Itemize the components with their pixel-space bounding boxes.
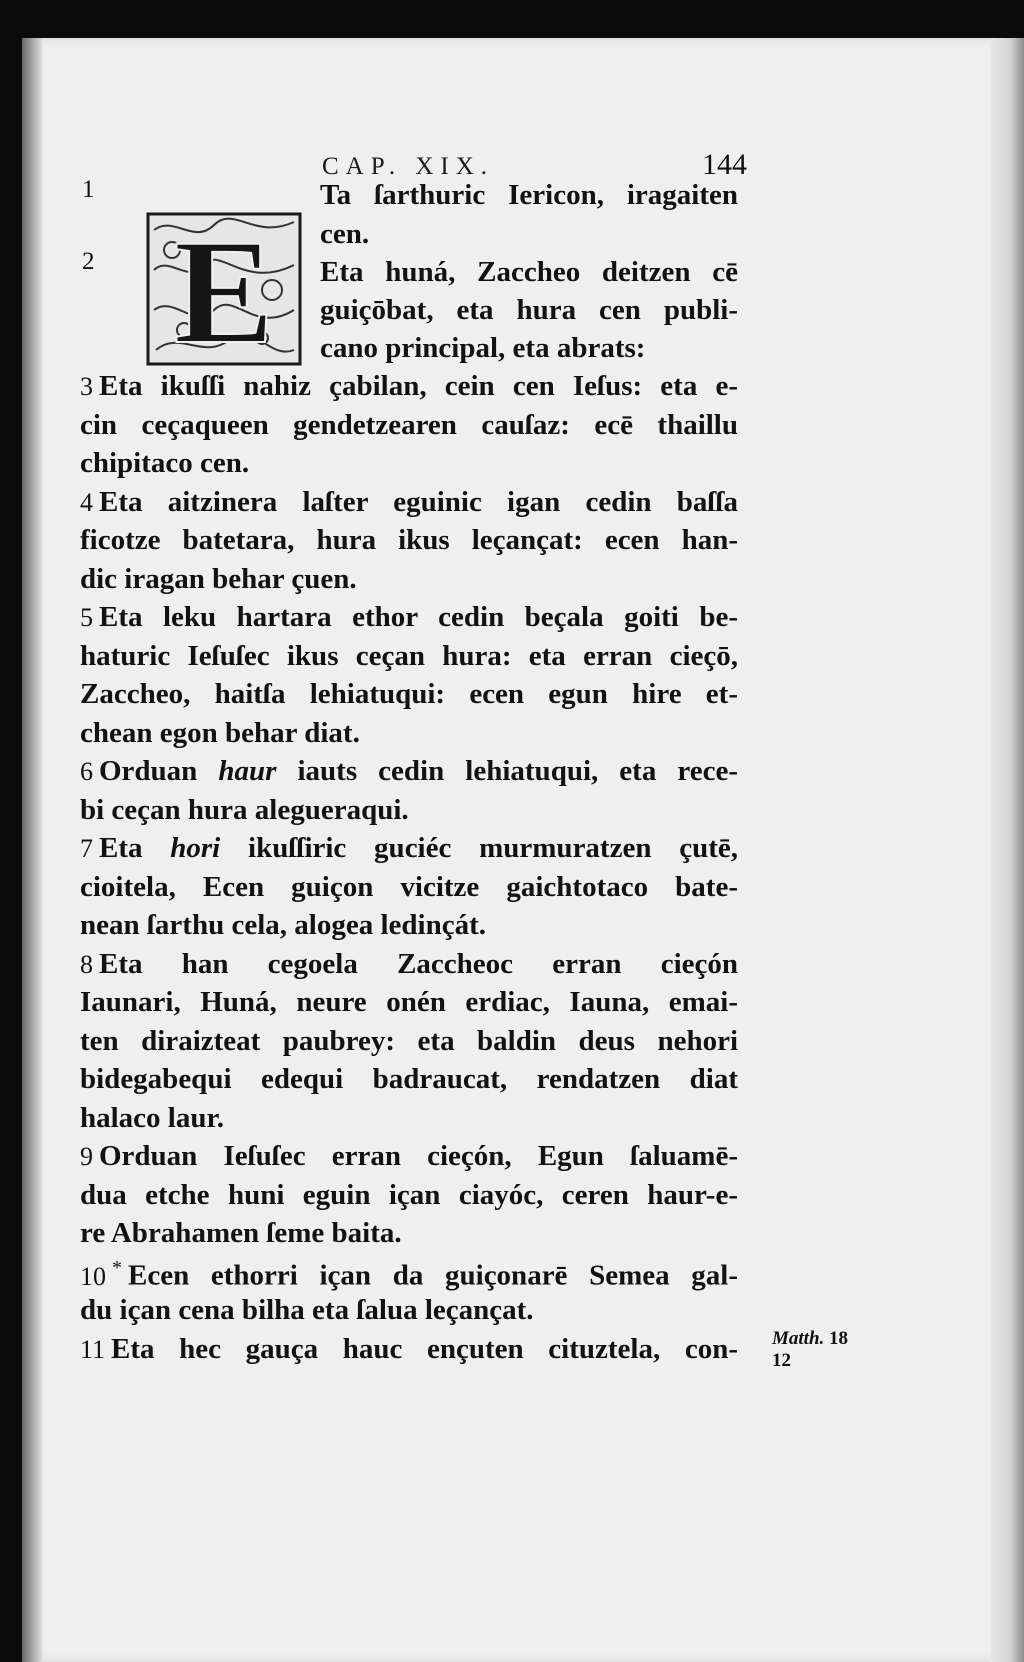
verse-number-4: 4 <box>80 488 93 517</box>
text-line-2: cen. <box>320 218 370 250</box>
text-line-15: chean egon behar diat. <box>80 717 360 749</box>
verse-number-9: 9 <box>80 1142 93 1171</box>
reference-book: Matth. <box>772 1328 825 1349</box>
text-line-14: Zaccheo, haitſa lehiatuqui: ecen egun hire et- <box>80 678 738 710</box>
text-line-26: 9 Orduan Ieſuſec erran cieçón, Egun ſaluamē- <box>80 1140 738 1172</box>
drop-cap-letter: E <box>173 210 275 368</box>
reference-verse: 12 <box>772 1349 791 1371</box>
text-line-18: 7 Eta hori ikuſſiric guciéc murmuratzen çutē, <box>80 832 739 864</box>
text-line-21: 8 Eta han cegoela Zaccheoc erran cieçón <box>80 948 738 980</box>
verse-number-2: 2 <box>82 248 95 275</box>
text-line-9: 4 Eta aitzinera laſter eguinic igan cedin baſſa <box>80 486 738 518</box>
text-line-29: 10 * Ecen ethorri içan da guiçonarē Semea gal- <box>80 1257 738 1292</box>
text-line-1: Ta ſarthuric Iericon, iragaiten <box>320 179 738 211</box>
page-number: 144 <box>702 148 747 181</box>
text-line-25: halaco laur. <box>80 1102 224 1134</box>
footnote-star: * <box>112 1257 122 1279</box>
text-line-23: ten diraizteat paubrey: eta baldin deus nehori <box>80 1025 738 1057</box>
verse-number-6: 6 <box>80 757 93 786</box>
drop-cap-ornament <box>144 210 304 368</box>
text-line-5: cano principal, eta abrats: <box>320 332 646 364</box>
verse-number-3: 3 <box>80 372 93 401</box>
text-line-28: re Abrahamen ſeme baita. <box>80 1217 402 1249</box>
text-line-27: dua etche huni eguin içan ciayóc, ceren haur-e- <box>80 1179 738 1211</box>
verse-number-8: 8 <box>80 950 93 979</box>
text-line-17: bi ceçan hura alegueraqui. <box>80 794 409 826</box>
reference-chapter: 18 <box>829 1328 849 1349</box>
text-line-22: Iaunari, Huná, neure onén erdiac, Iauna, emai- <box>80 986 738 1018</box>
text-line-31: 11 Eta hec gauça hauc ençuten cituztela, con- <box>80 1333 738 1365</box>
verse-number-11: 11 <box>80 1335 106 1364</box>
verse-number-7: 7 <box>80 834 93 863</box>
text-line-12: 5 Eta leku hartara ethor cedin beçala goiti be- <box>80 601 738 633</box>
verse-number-10: 10 <box>80 1261 106 1291</box>
text-line-30: du içan cena bilha eta ſalua leçançat. <box>80 1294 534 1326</box>
text-line-10: ficotze batetara, hura ikus leçançat: ecen han- <box>80 524 738 556</box>
text-line-16: 6 Orduan haur iauts cedin lehiatuqui, eta rece- <box>80 755 739 787</box>
text-line-20: nean ſarthu cela, alogea ledinçát. <box>80 909 486 941</box>
verse-number-5: 5 <box>80 603 93 632</box>
text-line-8: chipitaco cen. <box>80 447 250 479</box>
page-edge <box>990 38 1024 1662</box>
text-line-19: cioitela, Ecen guiçon vicitze gaichtotaco bate- <box>80 871 738 903</box>
running-head: CAP. XIX. <box>322 153 495 180</box>
text-line-24: bidegabequi edequi badraucat, rendatzen diat <box>80 1063 738 1095</box>
text-line-6: 3 Eta ikuſſi nahiz çabilan, cein cen Ieſus: eta e- <box>80 370 738 402</box>
text-line-7: cin ceçaqueen gendetzearen cauſaz: ecē thaillu <box>80 409 738 441</box>
text-line-4: guiçōbat, eta hura cen publi- <box>320 294 738 326</box>
text-line-3: Eta huná, Zaccheo deitzen cē <box>320 256 738 288</box>
margin-cross-reference <box>772 1328 848 1372</box>
book-page <box>22 38 1024 1662</box>
text-line-11: dic iragan behar çuen. <box>80 563 357 595</box>
text-line-13: haturic Ieſuſec ikus ceçan hura: eta erran cieçō, <box>80 640 738 672</box>
page-gutter-shadow <box>22 38 42 1662</box>
verse-number-1: 1 <box>82 176 95 203</box>
